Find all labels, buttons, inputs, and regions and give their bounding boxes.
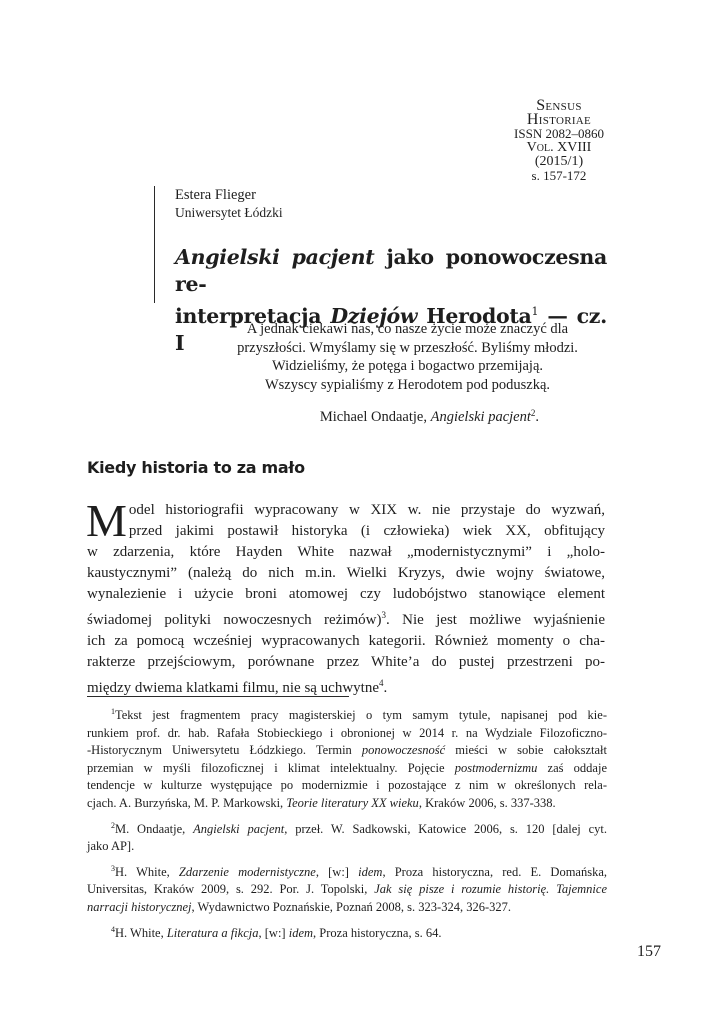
body-footnote-ref-4[interactable]: 4 — [379, 678, 384, 688]
title-text-3: interpretacja — [175, 304, 331, 328]
author-name: Estera Flieger — [175, 187, 256, 203]
epigraph-line: Wszyscy sypialiśmy z Herodotem pod poduszką. — [264, 376, 551, 393]
body-line: kaustycznymi” (należą do nich m.in. Wielki Kryzys, dwie wojny światowe, — [87, 565, 605, 581]
page-number: 157 — [637, 943, 661, 960]
footnote-text: , [w:] — [315, 864, 359, 879]
footnote-italic: Jak się pisze i rozumie historię. Tajemnice — [374, 882, 608, 897]
journal-volume: Vol. XVIII (2015/1) — [526, 140, 592, 169]
footnote-line — [87, 760, 607, 778]
title-text-5: Herodota — [417, 304, 532, 328]
title-italic-2: Dziejów — [330, 304, 418, 328]
footnote-number: 2 — [111, 820, 115, 830]
title-text-2: jako ponowoczesna re- — [175, 245, 607, 296]
footnote-line — [87, 703, 607, 725]
footnote-line: jako AP]. — [87, 839, 135, 854]
body-line: przed jakimi postawił historyka (i człowieka) wiek XX, obfitujący — [128, 523, 605, 539]
footnote-text: , Wydawnictwo Poznańskie, Poznań 2008, s. 323-324, 326-327. — [191, 899, 511, 914]
epigraph-line: Widzieliśmy, że potęga i bogactwo przemijają. — [271, 358, 544, 374]
footnote-text: H. White, — [115, 925, 167, 940]
body-line: rakterze przejściowym, porównane przez White’a do pustej przestrzeni po- — [87, 654, 605, 670]
footnote-3 — [87, 860, 607, 917]
body-line: w zdarzenia, które Hayden White nazwał „modernistycznymi” i „holo- — [87, 544, 605, 560]
footnote-italic: idem — [288, 925, 314, 940]
drop-cap: M — [86, 495, 127, 546]
title-italic-1: Angielski pacjent — [175, 245, 375, 269]
footnote-1 — [87, 703, 607, 813]
footnote-italic: postmodernizmu — [454, 760, 538, 775]
footnote-italic: Literatura a fikcja — [166, 925, 259, 940]
footnote-number: 4 — [111, 924, 115, 934]
body-line: wynalezienie i użycie broni atomowej czy ludobójstwo stanowiące element — [87, 586, 605, 602]
footnote-text: mieści w sobie całokształt — [445, 743, 607, 758]
footnote-italic: Zdarzenie modernistyczne — [178, 864, 316, 879]
footnote-text: cjach. A. Burzyńska, M. P. Markowski, — [87, 795, 287, 810]
body-line-9: między dwiema klatkami filmu, nie są uchwytne — [87, 680, 380, 696]
footnote-italic: idem — [358, 864, 383, 879]
footnote-line — [87, 742, 607, 760]
epigraph — [210, 320, 605, 427]
epigraph-line: A jednak ciekawi nas, co nasze życie może znaczyć dla — [246, 321, 569, 337]
footnote-line — [87, 921, 607, 943]
footnote-number: 1 — [111, 707, 115, 716]
footnote-text: , przeł. W. Sadkowski, Katowice 2006, s. 120 [dalej cyt. — [284, 821, 607, 836]
journal-name-line2: Historiae — [526, 111, 592, 128]
epigraph-source-end: . — [535, 409, 539, 425]
title-footnote-ref[interactable]: 1 — [531, 305, 539, 318]
footnote-text: Tekst jest fragmentem pracy magisterskiej o tym samym tytule, napisanej pod kie- — [115, 708, 607, 722]
section-heading: Kiedy historia to za mało — [87, 458, 305, 477]
epigraph-source-title: Angielski pacjent — [430, 409, 531, 425]
footnote-text: , [w:] — [258, 925, 289, 940]
footnote-text: zaś oddaje — [537, 760, 608, 775]
footnote-line — [87, 899, 607, 917]
footnote-text: Universitas, Kraków 2009, s. 292. Por. J. Topolski, — [87, 882, 375, 897]
footnote-divider — [87, 696, 349, 697]
body-line: odel historiografii wypracowany w XIX w. nie przystaje do wyzwań, — [128, 502, 605, 518]
body-line-with-ref — [87, 605, 605, 631]
body-paragraph — [86, 495, 605, 699]
footnote-line: tendencje w kulturze występujące po modernizmie i pozostające z nim w określonych rela- — [87, 778, 607, 793]
journal-name-line1: Sensus — [536, 97, 582, 114]
footnote-text: , Proza historyczna, s. 64. — [313, 925, 442, 940]
footnote-text: M. Ondaatje, — [115, 821, 194, 836]
footnote-2 — [87, 817, 607, 856]
footnote-line: runkiem prof. dr. hab. Rafała Stobieckiego i obronionej w 2014 r. na Wydziale Filozoficzno- — [87, 725, 607, 740]
footnote-text: -Historycznym Uniwersytetu Łódzkiego. Termin — [87, 743, 362, 758]
footnote-italic: ponowoczesność — [361, 743, 446, 758]
footnote-text: H. White, — [115, 864, 179, 879]
footnote-italic: narracji historycznej — [87, 899, 192, 914]
body-footnote-ref-3[interactable]: 3 — [381, 610, 387, 620]
journal-pages: s. 157-172 — [531, 168, 587, 183]
epigraph-source-author: Michael Ondaatje, — [319, 409, 431, 425]
author-affiliation: Uniwersytet Łódzki — [175, 205, 283, 220]
footnote-italic: Angielski pacjent — [193, 821, 285, 836]
footnote-line — [87, 817, 607, 839]
epigraph-footnote-ref[interactable]: 2 — [530, 408, 536, 418]
journal-masthead — [369, 99, 609, 183]
footnote-text: , Kraków 2006, s. 337-338. — [418, 795, 556, 810]
footnote-line — [87, 860, 607, 882]
footnote-text: przemian w myśli filozoficznej i klimat intelektualny. Pojęcie — [87, 760, 455, 775]
footnote-line — [87, 881, 607, 899]
epigraph-line: przyszłości. Wmyślamy się w przeszłość. Byliśmy młodzi. — [237, 339, 578, 356]
footnote-italic: Teorie literatury XX wieku — [286, 795, 419, 810]
footnote-text: , Proza historyczna, red. E. Domańska, — [382, 864, 608, 879]
body-line-end: . — [383, 680, 388, 696]
body-line-6b: . Nie jest możliwe wyjaśnienie — [386, 612, 605, 628]
footnote-number: 3 — [111, 863, 115, 873]
footnotes — [87, 703, 607, 946]
footnote-line — [87, 795, 607, 813]
journal-issn: ISSN 2082–0860 — [514, 126, 604, 141]
title-text-6: — cz. I — [175, 304, 607, 355]
epigraph-source — [210, 404, 605, 427]
body-line: ich za pomocą wcześniej wypracowanych kategorii. Również momenty o cha- — [87, 633, 605, 649]
body-line-6a: świadomej polityki nowoczesnych reżimów) — [87, 612, 382, 628]
footnote-4 — [87, 921, 607, 943]
